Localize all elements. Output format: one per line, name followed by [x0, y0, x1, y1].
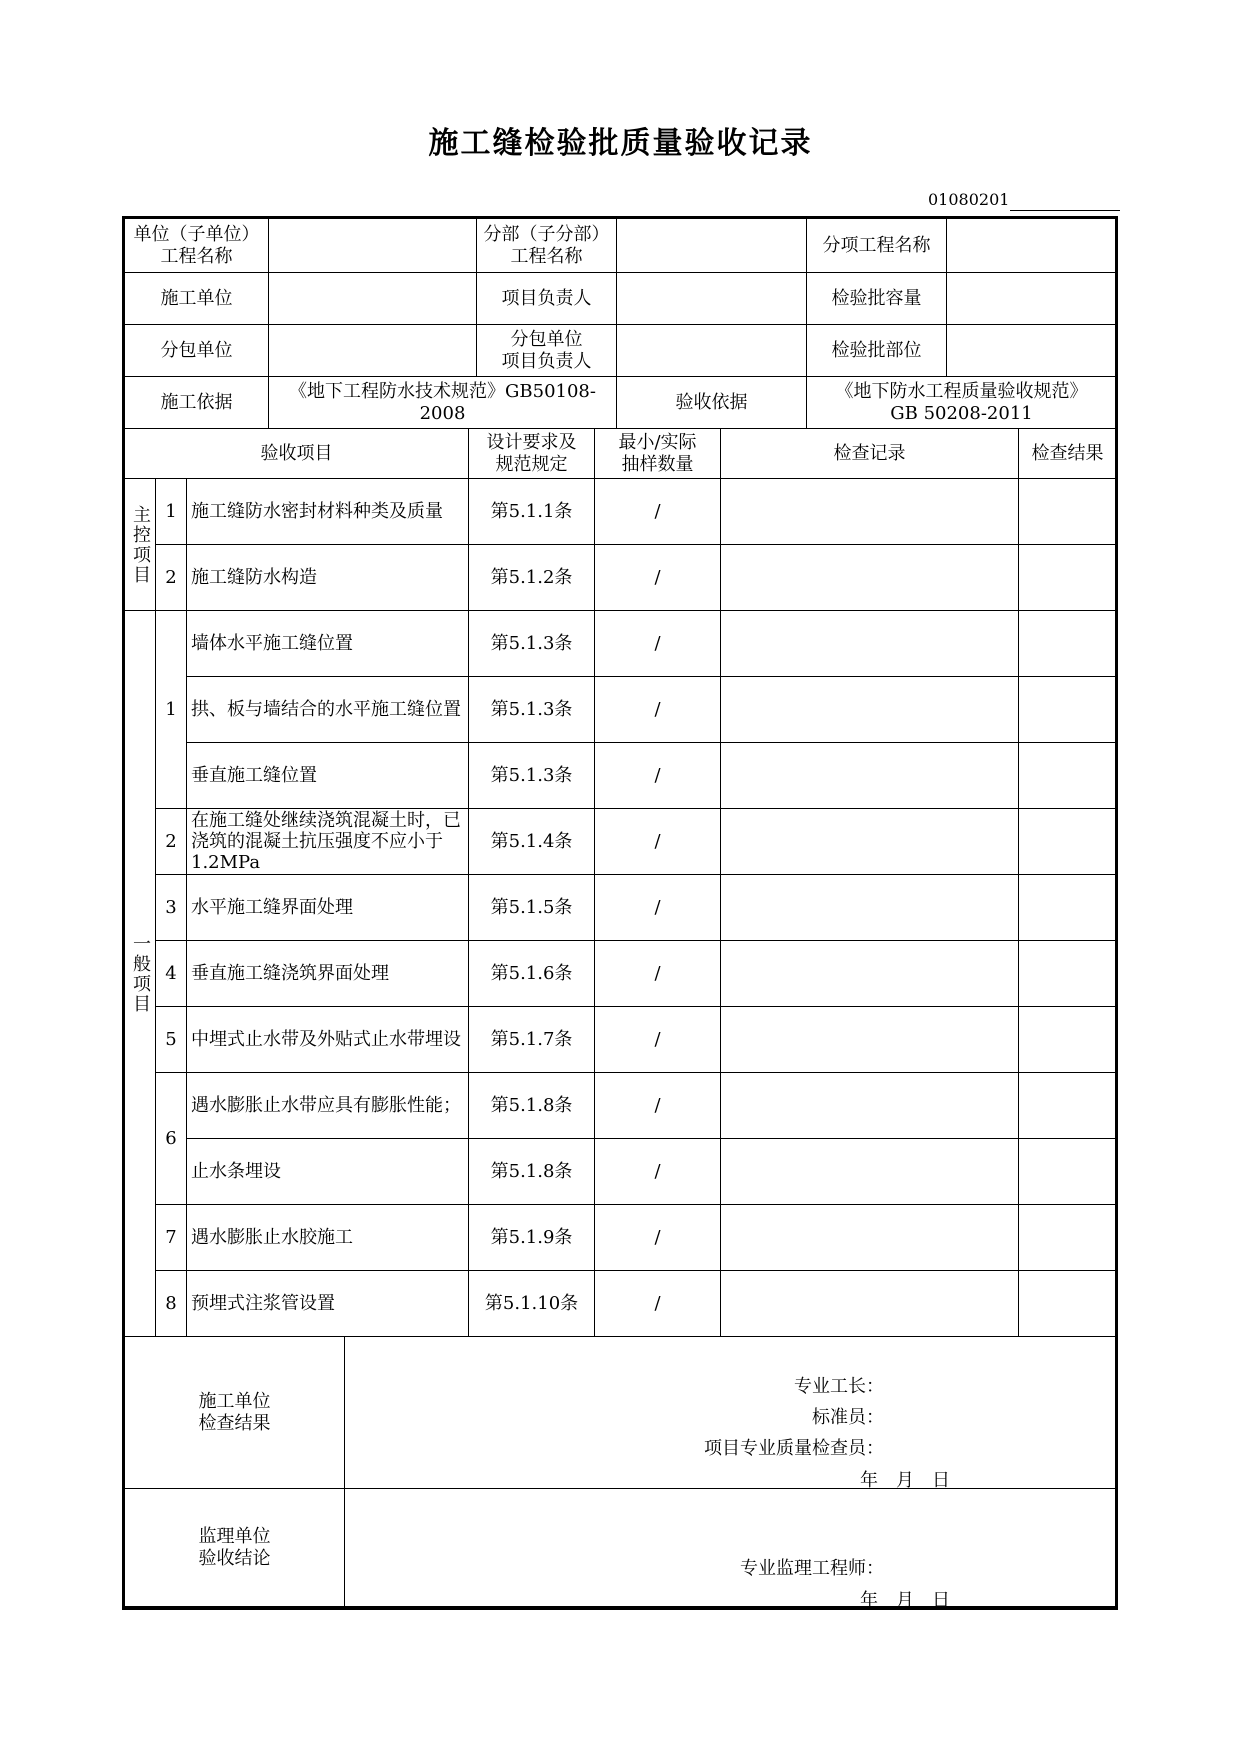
item-sample: /	[595, 1007, 721, 1073]
item-clause: 第5.1.3条	[469, 611, 595, 677]
item-name: 墙体水平施工缝位置	[187, 611, 469, 677]
item-result-field[interactable]	[1019, 1139, 1117, 1205]
item-sample: /	[595, 1073, 721, 1139]
item-record-field[interactable]	[721, 809, 1019, 875]
col-item-header: 验收项目	[125, 429, 469, 479]
supervision-conclusion-field[interactable]	[345, 1489, 1117, 1607]
batch-capacity-field[interactable]	[947, 273, 1117, 325]
item-sample: /	[595, 875, 721, 941]
column-header-row	[125, 429, 1117, 479]
item-number: 7	[156, 1205, 187, 1271]
subcontract-manager-field[interactable]	[617, 325, 807, 377]
item-name: 垂直施工缝浇筑界面处理	[187, 941, 469, 1007]
item-name: 在施工缝处继续浇筑混凝土时，已浇筑的混凝土抗压强度不应小于1.2MPa	[187, 809, 469, 875]
item-clause: 第5.1.2条	[469, 545, 595, 611]
construction-unit-field[interactable]	[269, 273, 477, 325]
item-result-field[interactable]	[1019, 875, 1117, 941]
table-row	[125, 875, 1117, 941]
item-record-field[interactable]	[721, 677, 1019, 743]
item-record-field[interactable]	[721, 611, 1019, 677]
table-row	[125, 1007, 1117, 1073]
item-result-field[interactable]	[1019, 1007, 1117, 1073]
item-sample: /	[595, 677, 721, 743]
col-sample-header: 最小/实际 抽样数量	[595, 429, 721, 479]
item-name: 中埋式止水带及外贴式止水带埋设	[187, 1007, 469, 1073]
item-record-field[interactable]	[721, 941, 1019, 1007]
item-number: 6	[156, 1073, 187, 1205]
item-result-field[interactable]	[1019, 941, 1117, 1007]
table-row	[125, 941, 1117, 1007]
item-sample: /	[595, 479, 721, 545]
item-sample: /	[595, 545, 721, 611]
subitem-name-field[interactable]	[947, 219, 1117, 273]
item-number: 1	[156, 479, 187, 545]
subitem-name-label: 分项工程名称	[807, 219, 947, 273]
code-underline	[1010, 210, 1120, 211]
item-clause: 第5.1.4条	[469, 809, 595, 875]
construction-unit-label: 施工单位	[125, 273, 269, 325]
item-sample: /	[595, 1205, 721, 1271]
acceptance-basis-label: 验收依据	[617, 377, 807, 429]
item-clause: 第5.1.8条	[469, 1139, 595, 1205]
table-row	[125, 809, 1117, 875]
item-sample: /	[595, 1139, 721, 1205]
item-result-field[interactable]	[1019, 1205, 1117, 1271]
group-general-label: 一般项目	[125, 611, 156, 1337]
item-sample: /	[595, 743, 721, 809]
acceptance-basis-value: 《地下防水工程质量验收规范》 GB 50208-2011	[807, 377, 1117, 429]
item-record-field[interactable]	[721, 1205, 1019, 1271]
item-record-field[interactable]	[721, 1073, 1019, 1139]
item-clause: 第5.1.1条	[469, 479, 595, 545]
unit-name-field[interactable]	[269, 219, 477, 273]
table-row	[125, 545, 1117, 611]
item-number: 3	[156, 875, 187, 941]
document-title: 施工缝检验批质量验收记录	[428, 126, 813, 161]
batch-location-field[interactable]	[947, 325, 1117, 377]
item-clause: 第5.1.3条	[469, 743, 595, 809]
item-record-field[interactable]	[721, 743, 1019, 809]
item-name: 止水条埋设	[187, 1139, 469, 1205]
table-row	[125, 1205, 1117, 1271]
table-row	[125, 1271, 1117, 1337]
table-row	[125, 1073, 1117, 1139]
item-record-field[interactable]	[721, 875, 1019, 941]
item-name: 拱、板与墙结合的水平施工缝位置	[187, 677, 469, 743]
item-name: 预埋式注浆管设置	[187, 1271, 469, 1337]
item-name: 施工缝防水密封材料种类及质量	[187, 479, 469, 545]
batch-capacity-label: 检验批容量	[807, 273, 947, 325]
construction-check-label: 施工单位 检查结果	[125, 1337, 345, 1489]
item-record-field[interactable]	[721, 1139, 1019, 1205]
item-clause: 第5.1.10条	[469, 1271, 595, 1337]
subcontract-unit-field[interactable]	[269, 325, 477, 377]
item-number: 1	[156, 611, 187, 809]
item-sample: /	[595, 941, 721, 1007]
table-row	[125, 1139, 1117, 1205]
supervision-date: 年 月 日	[860, 1590, 950, 1611]
item-sample: /	[595, 611, 721, 677]
construction-date: 年 月 日	[860, 1470, 950, 1491]
quality-inspector-signature-label: 项目专业质量检查员：	[704, 1438, 884, 1459]
item-result-field[interactable]	[1019, 1271, 1117, 1337]
supervisor-signature-label: 专业监理工程师：	[740, 1558, 884, 1579]
items-table	[124, 428, 1117, 1337]
subcontract-unit-label: 分包单位	[125, 325, 269, 377]
item-number: 5	[156, 1007, 187, 1073]
item-result-field[interactable]	[1019, 743, 1117, 809]
item-result-field[interactable]	[1019, 1073, 1117, 1139]
item-name: 遇水膨胀止水带应具有膨胀性能；	[187, 1073, 469, 1139]
item-number: 8	[156, 1271, 187, 1337]
item-clause: 第5.1.7条	[469, 1007, 595, 1073]
form-code: 01080201	[928, 190, 1010, 209]
item-clause: 第5.1.3条	[469, 677, 595, 743]
item-clause: 第5.1.6条	[469, 941, 595, 1007]
division-name-label: 分部（子分部） 工程名称	[477, 219, 617, 273]
foreman-signature-label: 专业工长：	[794, 1376, 884, 1397]
standard-officer-signature-label: 标准员：	[812, 1407, 884, 1428]
division-name-field[interactable]	[617, 219, 807, 273]
item-clause: 第5.1.8条	[469, 1073, 595, 1139]
col-result-header: 检查结果	[1019, 429, 1117, 479]
item-clause: 第5.1.9条	[469, 1205, 595, 1271]
item-result-field[interactable]	[1019, 611, 1117, 677]
table-row	[125, 677, 1117, 743]
item-name: 水平施工缝界面处理	[187, 875, 469, 941]
item-clause: 第5.1.5条	[469, 875, 595, 941]
supervision-conclusion-label: 监理单位 验收结论	[125, 1489, 345, 1607]
item-result-field[interactable]	[1019, 479, 1117, 545]
item-number: 4	[156, 941, 187, 1007]
item-name: 施工缝防水构造	[187, 545, 469, 611]
item-name: 垂直施工缝位置	[187, 743, 469, 809]
unit-name-label: 单位（子单位） 工程名称	[125, 219, 269, 273]
item-result-field[interactable]	[1019, 545, 1117, 611]
item-sample: /	[595, 1271, 721, 1337]
project-manager-label: 项目负责人	[477, 273, 617, 325]
table-row	[125, 743, 1117, 809]
item-name: 遇水膨胀止水胶施工	[187, 1205, 469, 1271]
basis-value: 《地下工程防水技术规范》GB50108- 2008	[269, 377, 617, 429]
item-number: 2	[156, 545, 187, 611]
signature-table	[124, 1336, 1117, 1607]
item-result-field[interactable]	[1019, 677, 1117, 743]
item-record-field[interactable]	[721, 479, 1019, 545]
project-manager-field[interactable]	[617, 273, 807, 325]
batch-location-label: 检验批部位	[807, 325, 947, 377]
item-record-field[interactable]	[721, 545, 1019, 611]
col-design-header: 设计要求及 规范规定	[469, 429, 595, 479]
item-record-field[interactable]	[721, 1007, 1019, 1073]
col-record-header: 检查记录	[721, 429, 1019, 479]
item-record-field[interactable]	[721, 1271, 1019, 1337]
basis-label: 施工依据	[125, 377, 269, 429]
item-sample: /	[595, 809, 721, 875]
item-result-field[interactable]	[1019, 809, 1117, 875]
table-row	[125, 479, 1117, 545]
table-row	[125, 611, 1117, 677]
header-table	[124, 218, 1117, 429]
item-number: 2	[156, 809, 187, 875]
subcontract-manager-label: 分包单位 项目负责人	[477, 325, 617, 377]
group-main-label: 主控项目	[125, 479, 156, 611]
